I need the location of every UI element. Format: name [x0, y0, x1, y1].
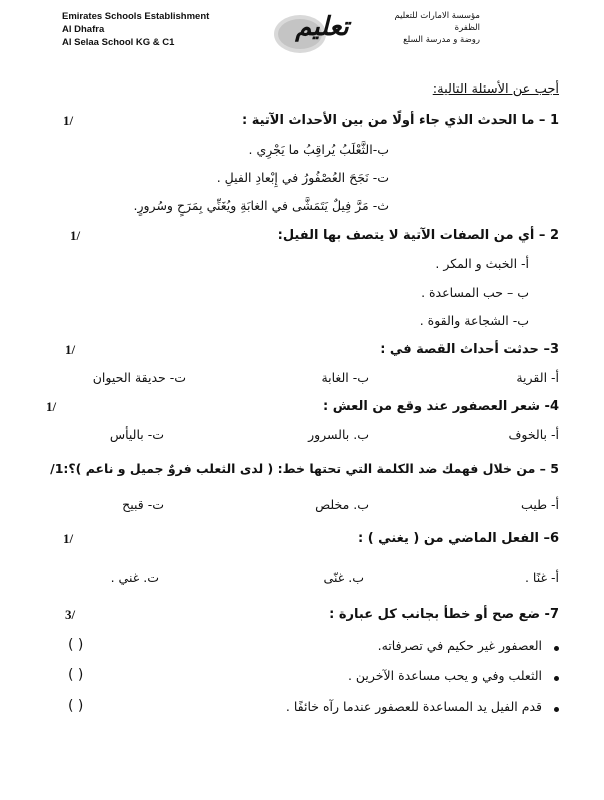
taleem-logo [268, 10, 366, 55]
q5-option-a: أ- طيب [521, 497, 559, 512]
q6-option-b: ب. غنّى [323, 570, 364, 585]
header-ar-line-2: الظفرة [454, 23, 480, 33]
header-en-line-2: Al Dhafra [62, 24, 105, 35]
q7-bullet-2 [554, 676, 559, 681]
question-2-mark: 1/ [70, 228, 81, 243]
q3-option-a: أ- القرية [516, 370, 559, 385]
question-1: 1 – ما الحدث الذي جاء أولًا من بين الأحداث الآتية : [242, 113, 559, 128]
q5-option-t: ت- قبيح [122, 497, 164, 512]
q6-option-a: أ- غنًا . [524, 570, 559, 585]
question-3-mark: 1/ [65, 342, 76, 357]
q1-option-th: ث- مَرَّ فِيلٌ يَتَمَشَّى في الغابَةِ ويُغَنِّي بِمَرَحٍ وسُرورٍ. [133, 198, 389, 213]
q4-option-a: أ- بالخوف [508, 427, 559, 442]
q7-statement-2: الثعلب وفي و يحب مساعدة الآخرين . [347, 668, 542, 683]
q7-answer-box-3[interactable]: ( ) [68, 698, 84, 714]
instruction-heading: أجب عن الأسئلة التالية: [432, 82, 559, 97]
question-1-mark: 1/ [63, 113, 74, 128]
q7-statement-3: قدم الفيل يد المساعدة للعصفور عندما رآه خائفًا . [285, 699, 542, 714]
q7-bullet-3 [554, 707, 559, 712]
q3-option-b: ب- الغابة [321, 370, 369, 385]
q7-answer-box-2[interactable]: ( ) [68, 667, 84, 683]
q3-option-t: ت- حديقة الحيوان [92, 370, 186, 385]
q2-option-b1: ب – حب المساعدة . [421, 285, 529, 300]
question-3: 3– حدثت أحداث القصة في : [380, 342, 559, 357]
header-en-line-3: Al Selaa School KG & C1 [62, 37, 175, 48]
q2-option-b2: ب- الشجاعة والقوة . [419, 313, 529, 328]
q4-option-b: ب. بالسرور [308, 427, 369, 442]
q5-option-b: ب. مخلص [315, 497, 369, 512]
header-en-line-1: Emirates Schools Establishment [62, 11, 210, 22]
q7-statement-1: العصفور غير حكيم في تصرفاته. [377, 638, 542, 653]
question-7: 7- ضع صح أو خطأ بجانب كل عبارة : [329, 607, 559, 622]
school-name-en [62, 10, 209, 49]
logo-text: تعليم [295, 12, 349, 42]
question-5: 5 – من خلال فهمك ضد الكلمة التي تحتها خط: ( لدى الثعلب فروٌ جميل و ناعم )؟:1/ [50, 461, 559, 476]
q7-answer-box-1[interactable]: ( ) [68, 637, 84, 653]
q2-option-a: أ- الخبث و المكر . [435, 256, 529, 271]
q7-bullet-1 [554, 646, 559, 651]
question-4: 4- شعر العصفور عند وقع من العش : [323, 399, 559, 414]
header-ar-line-1: مؤسسة الامارات للتعليم [394, 11, 480, 21]
question-7-mark: 3/ [65, 607, 76, 622]
school-name-ar [380, 10, 480, 46]
question-4-mark: 1/ [46, 399, 57, 414]
q1-option-b: ب-الثَّعْلَبُ يُراقِبُ ما يَجْرِي . [248, 142, 389, 157]
question-6: 6– الفعل الماضي من ( يغني ) : [357, 531, 559, 546]
question-2: 2 – أي من الصفات الآتية لا يتصف بها الفيل: [277, 228, 559, 243]
q4-option-t: ت- باليأس [109, 427, 164, 442]
header-ar-line-3: روضة و مدرسة السلع [403, 35, 480, 45]
question-6-mark: 1/ [63, 531, 74, 546]
q1-option-t: ت- نَجَحَ العُصْفُورُ في إِبْعادِ الفيلِ . [216, 170, 389, 185]
q6-option-t: ت. غني . [110, 570, 159, 585]
